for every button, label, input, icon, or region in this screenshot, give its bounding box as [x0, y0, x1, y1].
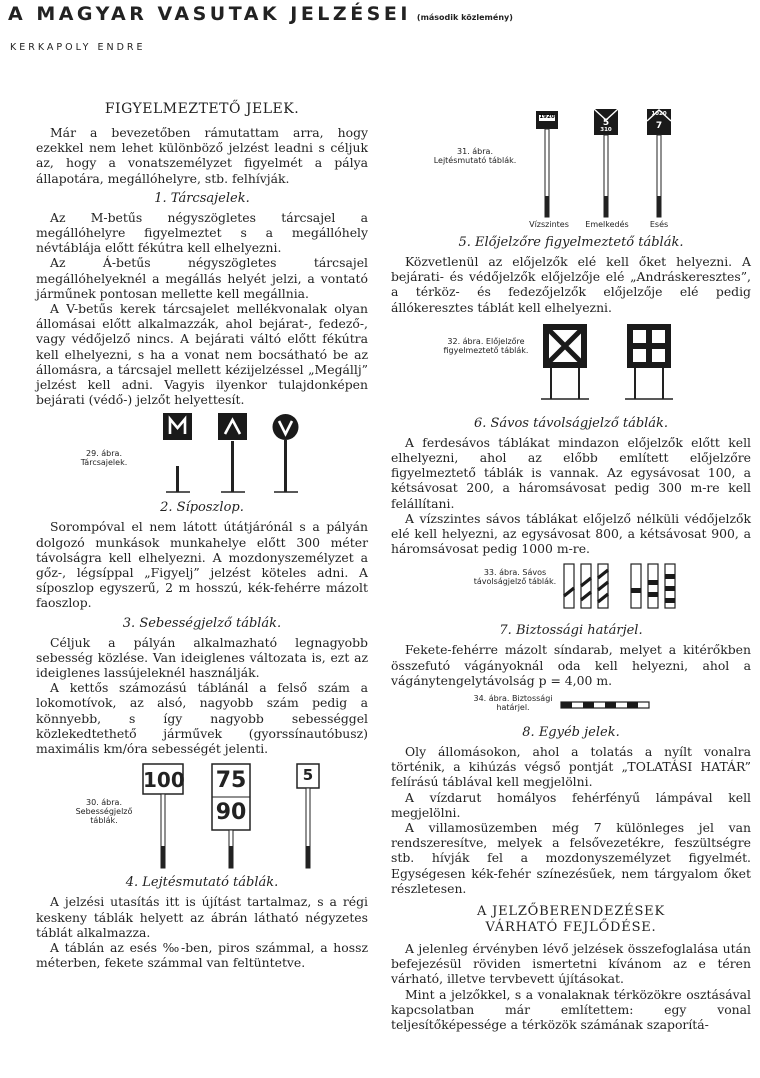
paragraph: Mint a jelzőkkel, s a vonalaknak térközökre osztásával kapcsolatban már említettem: egy vonal teljesítőképessége a térközök számának szaporítá-	[391, 986, 751, 1033]
paragraph: Az Á-betűs négyszögletes tárcsajel megállóhelyeknél a megállás helyét jelzi, a vontató járműnek pontosan mellette kell megállnia.	[36, 255, 368, 301]
heading-clearance-marker: 7. Biztossági határjel.	[499, 623, 643, 639]
clearance-rail	[561, 702, 649, 708]
board-label-rising: Emelkedés	[585, 220, 629, 229]
heading-speed-boards: 3. Sebességjelző táblák.	[122, 615, 282, 631]
paragraph: A vízdarut homályos fehérfényű lámpával kell megjelölni.	[391, 789, 751, 820]
figure-33-graphic	[391, 562, 751, 618]
figure-31	[391, 92, 751, 230]
heading-future-development	[391, 904, 751, 936]
figure-29-caption: 29. ábra. Tárcsajelek.	[80, 449, 128, 468]
title-subtitle: (második közlemény)	[416, 13, 513, 22]
left-column	[36, 95, 368, 970]
intro-paragraph: Már a bevezetőben rámutattam arra, hogy ezekkel nem lehet különböző jelzést leadni s céljuk az, hogy a vonatszemélyzet figyelmét a pálya állapotára, megállóhelyre, stb. felhívják.	[36, 125, 368, 186]
disc-sign-a	[218, 413, 247, 492]
article-title	[8, 3, 513, 25]
author-line: KERKAPOLY ENDRE	[10, 42, 146, 53]
heading-disc-signals: 1. Tárcsajelek.	[154, 190, 250, 206]
board-mid-number: 7	[655, 121, 663, 131]
heading-whistle-post: 2. Síposzlop.	[160, 500, 244, 516]
figure-34-caption: 34. ábra. Biztossági határjel.	[473, 694, 553, 713]
paragraph: A V-betűs kerek tárcsajelet mellékvonalak olyan állomásai előtt alkalmazzák, ahol bejárat-, fedező-, vagy védőjelző nincs. A bejárati váltó előtt fékútra kell elhelyezni, s ha a vonat nem bocsátható be az állomásra, a tárcsajel mellett kézijelzéssel „Megállj” jelzést kell adni. Vagyis ilyenkor tulajdonképen bejárati (védő-) jelzőt helyettesít.	[36, 301, 368, 408]
disc-sign-m	[163, 413, 192, 492]
heading-line-2: VÁRHATÓ FEJLŐDÉSE.	[485, 920, 657, 936]
paragraph: A kettős számozású táblánál a felső szám a lokomotívok, az alsó, nagyobb szám pedig a könnyebb, s így nagyobb sebességgel közlekedtethető járművek (gyorssínautóbusz) maximális km/óra sebességét jelenti.	[36, 680, 368, 757]
paragraph: A vízszintes sávos táblákat előjelző nélküli védőjelzők elé kell helyezni, az egysávosat 800, a kétsávosat 900, a háromsávosat pedig 1000 m-re.	[391, 510, 751, 557]
figure-33	[391, 562, 751, 618]
board-label-level: Vízszintes	[529, 220, 569, 229]
board-top-number: 1020	[651, 111, 667, 117]
heading-gradient-boards: 4. Lejtésmutató táblák.	[125, 875, 279, 891]
upright-cross-board	[625, 324, 673, 399]
speed-value-5: 5	[302, 766, 314, 785]
speed-value-90: 90	[215, 800, 247, 826]
paragraph: Közvetlenül az előjelzők elé kell őket helyezni. A bejárati- és védőjelzők előjelzője elé „Andráskeresztes”, a térköz- és fedezőjelzők előjelzője elé pedig állókeresztes táblát kell elhelyezni.	[391, 254, 751, 315]
disc-sign-v	[273, 414, 299, 492]
figure-31-caption: 31. ábra. Lejtésmutató táblák.	[433, 147, 517, 165]
paragraph: A villamosüzemben még 7 különleges jel van rendszeresítve, melyek a felsővezetékre, feszültségre stb. hívják fel a mozdonyszemélyzet figyelmét. Egységesen kék-fehér színezésűek, nem tárgyalom őket részletesen.	[391, 820, 751, 896]
figure-30	[36, 760, 368, 870]
heading-banded-distance-boards: 6. Sávos távolságjelző táblák.	[473, 415, 669, 431]
paragraph: Az M-betűs négyszögletes tárcsajel a megállóhelyre figyelmeztet s a megállóhely névtáblája előtt fékútra kell elhelyezni.	[36, 209, 368, 256]
paragraph: Fekete-fehérre mázolt síndarab, melyet a kitérőkben összefutó vágányoknál oda kell helyezni, ahol a vágánytengelytávolság p = 4,00 m.	[391, 642, 751, 688]
speed-value-100: 100	[143, 768, 185, 793]
figure-34	[391, 694, 751, 720]
figure-30-caption: 30. ábra. Sebességjelző táblák.	[75, 798, 133, 826]
paragraph: A jelzési utasítás itt is újítást tartalmaz, s a régi keskeny táblák helyett az ábrán látható négyzetes táblát alkalmazza.	[36, 894, 368, 940]
gradient-board-level	[536, 111, 558, 217]
heading-line-1: A JELZŐBERENDEZÉSEK	[477, 904, 665, 920]
paragraph: Sorompóval el nem látott útátjárónál s a pályán dolgozó munkások munkahelye előtt 300 méter távolságra kell elhelyezni. A mozdonyszemélyzet a gőz-, légsíppal „Figyelj” jelzést köteles adni. A síposzlop egyszerű, 2 m hosszú, kék-fehérre mázolt faoszlop.	[36, 519, 368, 611]
heading-other-signs: 8. Egyéb jelek.	[522, 725, 620, 741]
right-column	[391, 92, 751, 1032]
figure-32	[391, 319, 751, 411]
title-text: A MAGYAR VASUTAK JELZÉSEI	[8, 3, 411, 25]
board-low-number: 310	[600, 127, 612, 133]
board-label-falling: Esés	[649, 220, 669, 229]
speed-value-75: 75	[215, 768, 247, 794]
paragraph: A táblán az esés ‰-ben, piros számmal, a hossz méterben, fekete számmal van feltüntetve.	[36, 939, 368, 971]
figure-32-graphic	[391, 319, 751, 411]
paragraph: Céljuk a pályán alkalmazható legnagyobb sebesség közlése. Van ideiglenes változata is, ezt az ideiglenes lassújeleknél használják.	[36, 634, 368, 681]
paragraph: Oly állomásokon, ahol a tolatás a nyílt vonalra történik, a kihúzás végső pontját „TOLATÁSI HATÁR” felírású táblával kell megjelölni.	[391, 744, 751, 790]
paragraph: A jelenleg érvényben lévő jelzések összefoglalása után befejezésül röviden ismertetni kívánom az e téren várható, illetve tervbevett újításokat.	[391, 941, 751, 987]
figure-32-caption: 32. ábra. Előjelzőre figyelmeztető táblák.	[443, 336, 529, 355]
paragraph: A ferdesávos táblákat mindazon előjelzők előtt kell elhelyezni, ahol az előbb említett előjelzőre figyelmeztető táblák is vannak. Az egysávosat 100, a kétsávosat 200, a háromsávosat pedig 300 m-re kell felállítani.	[391, 434, 751, 511]
figure-31-graphic	[391, 92, 751, 230]
figure-29-graphic	[36, 407, 368, 495]
board-top-number: 1920	[539, 114, 555, 120]
heading-distant-warning-boards: 5. Előjelzőre figyelmeztető táblák.	[458, 235, 684, 250]
section-heading-warning-signals: FIGYELMEZTETŐ JELEK.	[104, 101, 300, 117]
st-andrews-cross-board	[541, 324, 589, 399]
figure-34-graphic	[391, 694, 751, 720]
figure-33-caption: 33. ábra. Sávos távolságjelző táblák.	[473, 568, 557, 587]
board-mid-number: 5	[602, 118, 610, 128]
figure-29	[36, 407, 368, 495]
